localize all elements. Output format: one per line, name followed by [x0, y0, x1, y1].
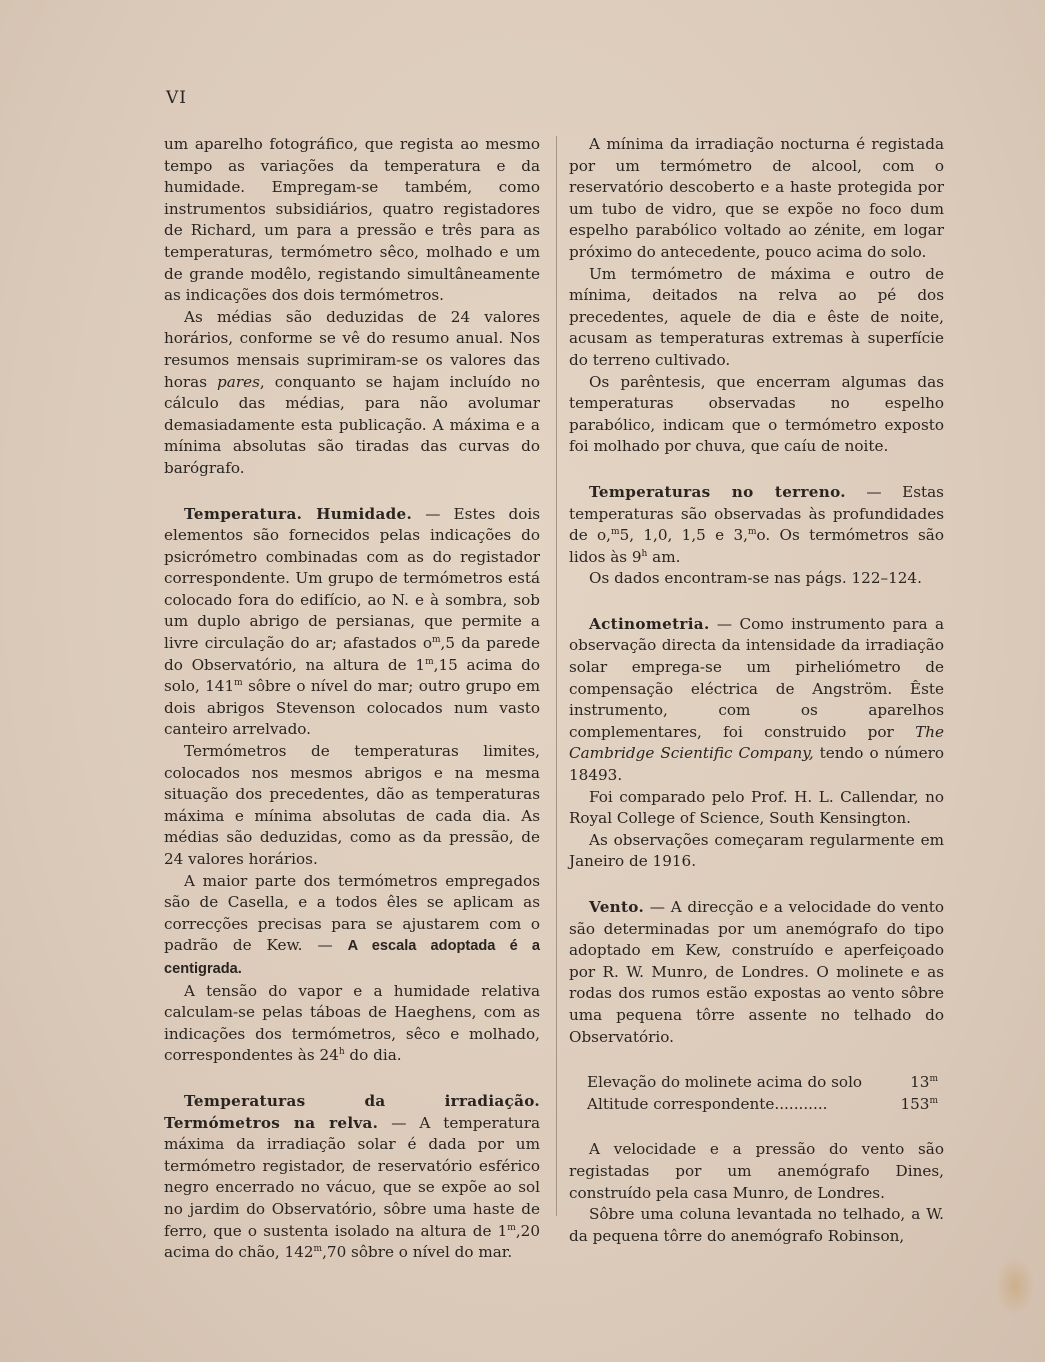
paragraph: A maior parte dos termómetros empregados são de Casella, e a todos êles se aplicam as correcções precisas para se ajustarem com o padrão de Kew. — A escala adoptada é a centigrada.	[164, 871, 540, 977]
paragraph: As médias são deduzidas de 24 valores horários, conforme se vê do resumo anual. Nos resumos mensais suprimiram-se os valores das horas pares, conquanto se hajam incluído no cálculo das médias, para não avolumar demasiadamente esta publicação. A máxima e a mínima absolutas são tiradas das curvas do barógrafo.	[164, 307, 540, 477]
section-heading: Temperaturas no terreno.	[589, 482, 846, 501]
column-divider	[556, 136, 557, 1216]
section-heading: Vento.	[589, 898, 645, 916]
paragraph: Termómetros de temperaturas limites, colocados nos mesmos abrigos e na mesma situação dos precedentes, dão as temperaturas máxima e mínima absolutas de cada dia. As médias são deduzidas, como as da pressão, de 24 valores horários.	[164, 742, 540, 868]
section-heading: Temperaturas da irradiação. Termómetros na relva.	[164, 1091, 540, 1132]
section-vento: Vento. — A direcção e a velocidade do vento são determinadas por um anemógrafo do tipo adoptado em Kew, construído e aperfeiçoado por R. W. Munro, de Londres. O molinete e as rodas dos rumos estão expostas ao vento sôbre uma pequena tôrre assente no telhado do Observatório.	[569, 898, 944, 1046]
right-column	[569, 134, 944, 1247]
section-terreno: Temperaturas no terreno. — Estas temperaturas são observadas às profundidades de o,$^m$5, 1,0, 1,5 e 3,$^m$o. Os termómetros são lidos às 9$^h$ am.	[569, 482, 944, 566]
section-heading: Temperatura. Humidade.	[184, 504, 413, 523]
paper-stain	[995, 1256, 1035, 1316]
paragraph: A velocidade e a pressão do vento são registadas por um anemógrafo Dines, construído pela casa Munro, de Londres.	[569, 1140, 944, 1202]
page-number: VI	[166, 88, 187, 108]
section-actinometria: Actinometria. — Como instrumento para a observação directa da intensidade da irradiação solar emprega-se um pirheliómetro de compensação eléctrica de Angström. Êste instrumento, com os aparelhos complementares, foi construido por The Cambridge Scientific Company, tendo o número 18493.	[569, 614, 944, 785]
paragraph: Os parêntesis, que encerram algumas das temperaturas observadas no espelho parabólico, indicam que o termómetro exposto foi molhado por chuva, que caíu de noite.	[569, 372, 944, 456]
section-temperatura: Temperatura. Humidade. — Estes dois elementos são fornecidos pelas indicações do psicrómetro combinadas com as do registador correspondente. Um grupo de termómetros está colocado fora do edifício, ao N. e à sombra, sob um duplo abrigo de persianas, que permite a livre circulação do ar; afastados $o^m,5$ da parede do Observatório, na altura de 1$^m$,15 acima do solo, 141$^m$ sôbre o nível do mar; outro grupo em dois abrigos Stevenson colocados num vasto canteiro arrelvado.	[164, 504, 540, 739]
table-row: Elevação do molinete acima do solo 13$^m$	[587, 1073, 938, 1092]
section-irradiacao: Temperaturas da irradiação. Termómetros na relva. — A temperatura máxima da irradiação solar é dada por um termómetro registador, de reservatório esférico negro encerrado no vácuo, que se expõe ao sol no jardim do Observatório, sôbre uma haste de ferro, que o sustenta isolado na altura de 1$^m$,20 acima do chão, 142$^m$,70 sôbre o nível do mar.	[164, 1091, 541, 1262]
paragraph: A mínima da irradiação nocturna é registada por um termómetro de alcool, com o reservatório descoberto e a haste protegida por um tubo de vidro, que se expõe no foco dum espelho parabólico voltado ao zénite, em logar próximo do antecedente, pouco acima do solo.	[569, 135, 944, 261]
paragraph: As observações começaram regularmente em Janeiro de 1916.	[569, 830, 944, 871]
paragraph: A tensão do vapor e a humidade relativa calculam-se pelas táboas de Haeghens, com as indicações dos termómetros, sêco e molhado, correspondentes às 24$^h$ do dia.	[164, 981, 540, 1065]
section-heading: Actinometria.	[589, 614, 710, 633]
paragraph: um aparelho fotográfico, que regista ao mesmo tempo as variações da temperatura e da humidade. Empregam-se também, como instrumentos subsidiários, quatro registadores de Richard, um para a pressão e três para as temperaturas, termómetro sêco, molhado e um de grande modêlo, registando simultâneamente as indicações dos dois termómetros.	[164, 135, 540, 305]
paragraph: Foi comparado pelo Prof. H. L. Callendar, no Royal College of Science, South Kensington.	[569, 787, 944, 828]
paragraph: Sôbre uma coluna levantada no telhado, a W. da pequena tôrre do anemógrafo Robinson,	[569, 1205, 944, 1245]
paragraph: Um termómetro de máxima e outro de mínima, deitados na relva ao pé dos precedentes, aquele de dia e êste de noite, acusam as temperaturas extremas à superfície do terreno cultivado.	[569, 264, 944, 369]
elevation-table	[569, 1072, 944, 1115]
paragraph: Os dados encontram-se nas págs. 122–124.	[589, 569, 922, 588]
left-column	[164, 134, 540, 1264]
table-row: Altitude correspondente........... 153$^m$	[587, 1094, 938, 1113]
